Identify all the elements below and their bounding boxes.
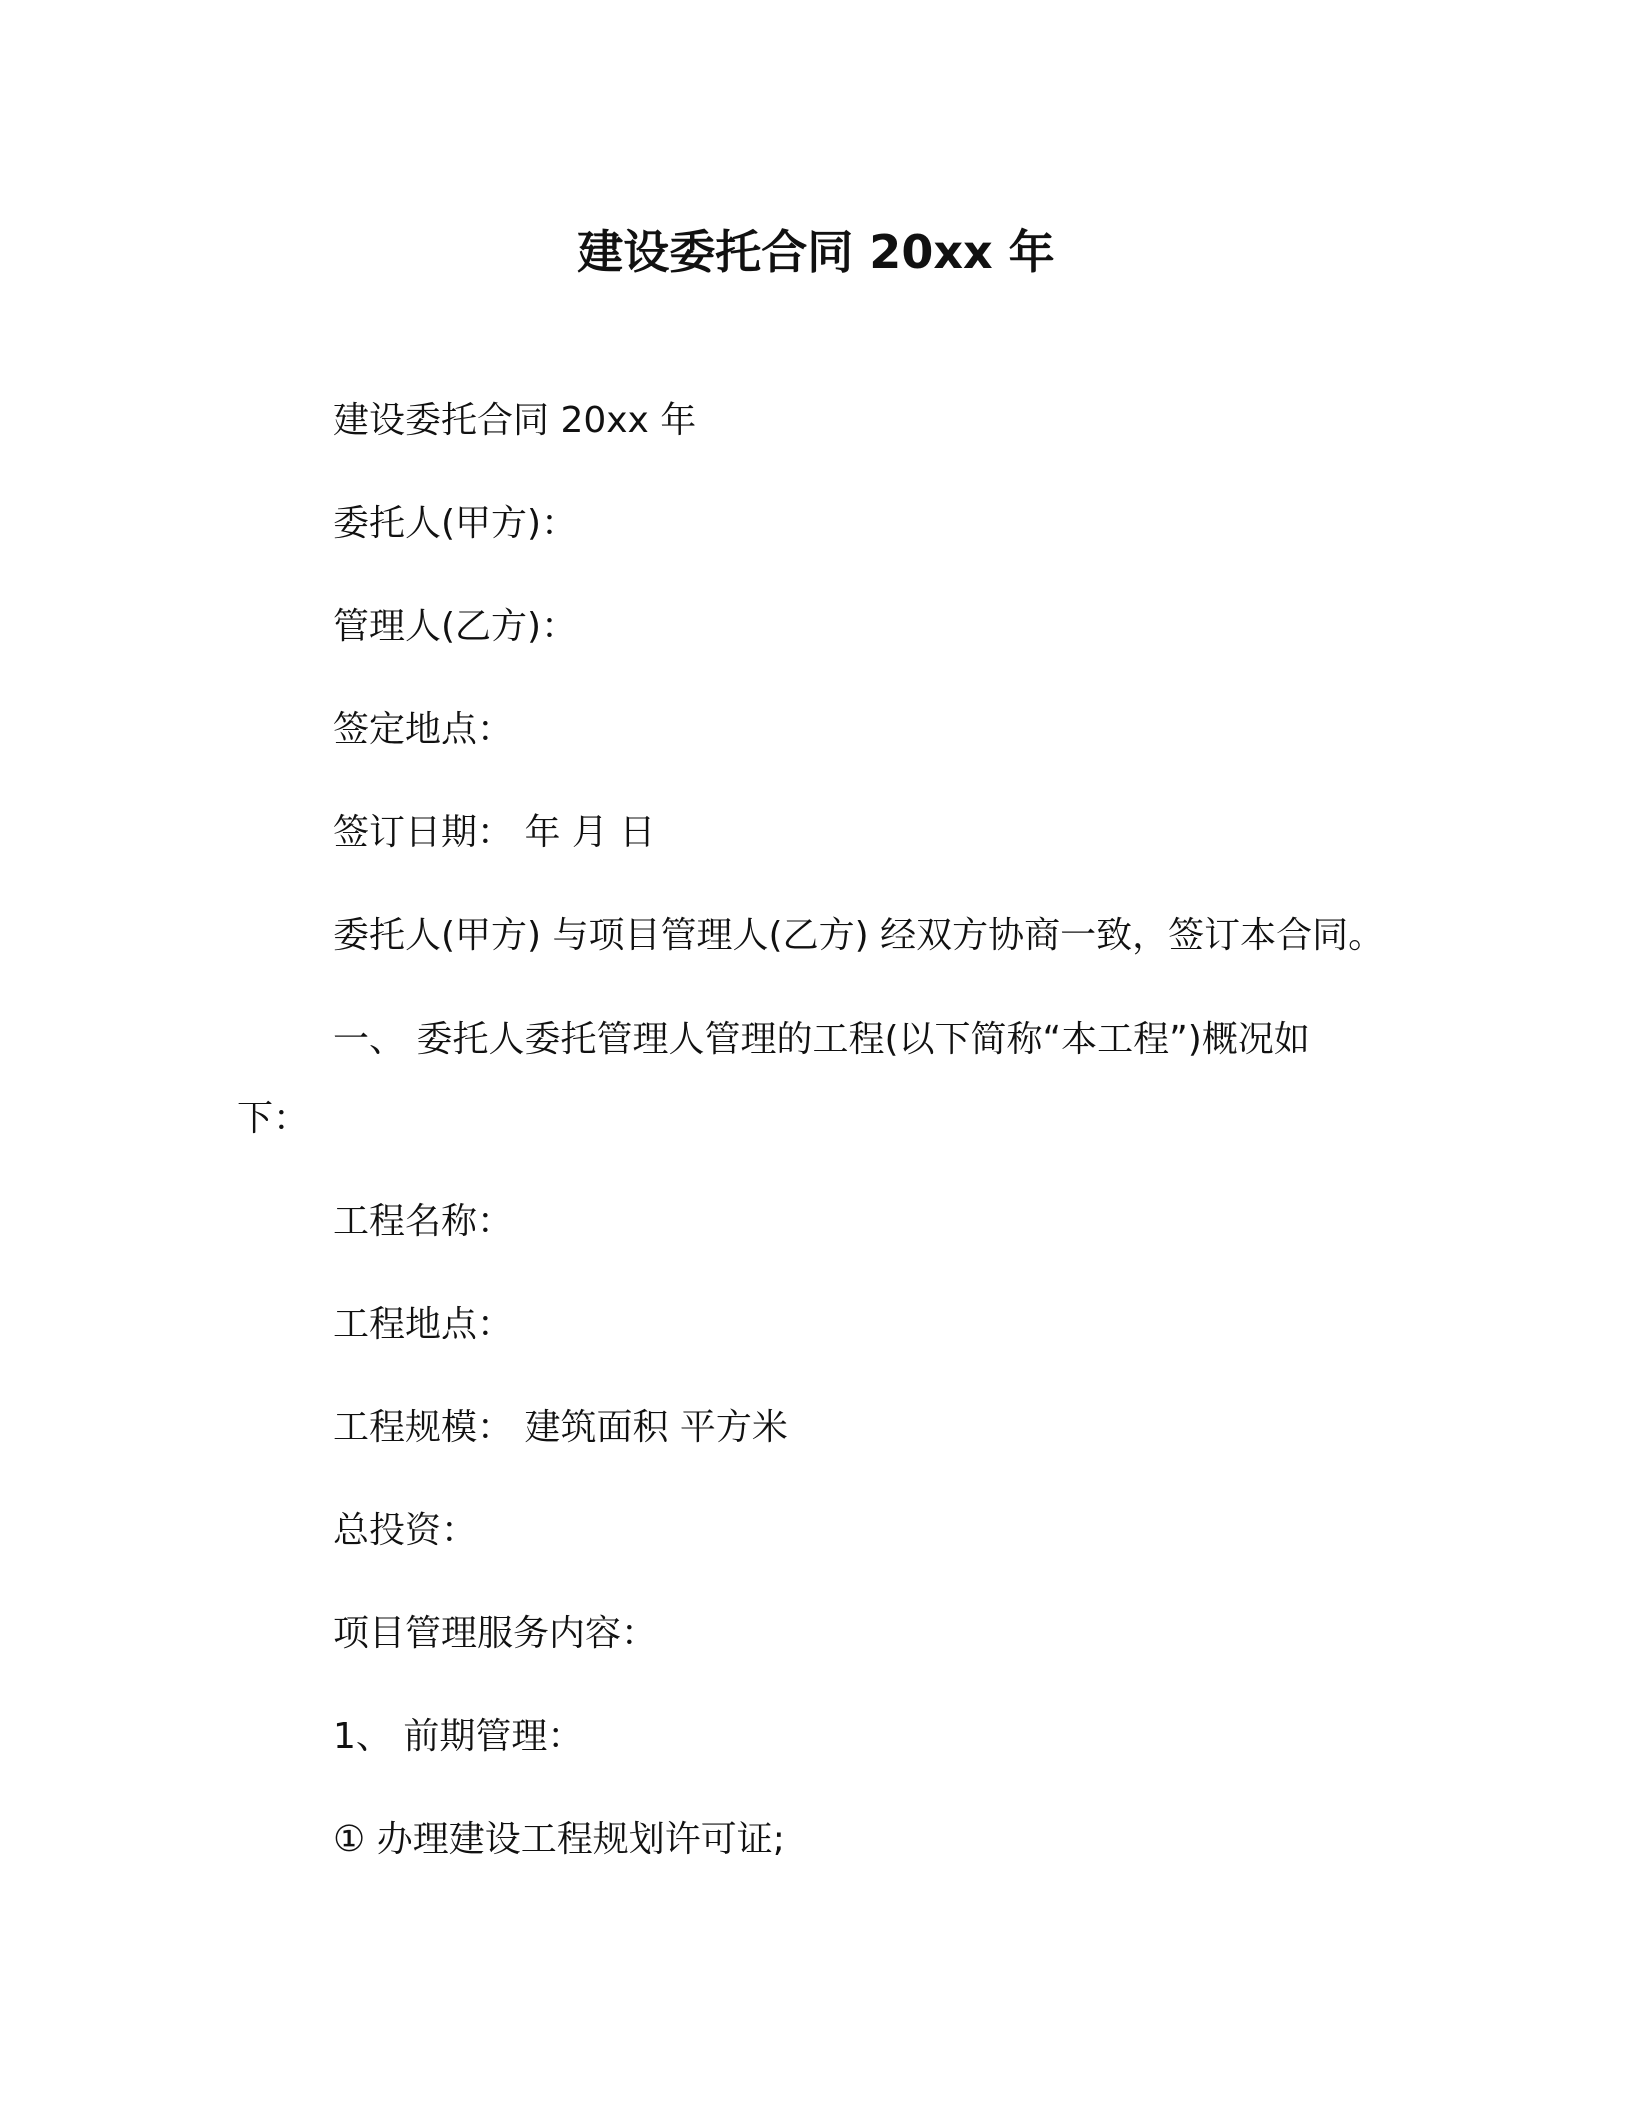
paragraph-total-investment: 总投资： <box>333 1510 478 1551</box>
paragraph-section-one-continuation: 下： <box>237 1098 310 1139</box>
paragraph-signing-place: 签定地点： <box>333 709 514 750</box>
paragraph-section-one: 一、 委托人委托管理人管理的工程(以下简称“本工程”)概况如 <box>333 1019 1310 1060</box>
paragraph-project-name: 工程名称： <box>333 1201 514 1242</box>
paragraph-signing-date: 签订日期： 年 月 日 <box>333 812 656 853</box>
paragraph-manager: 管理人(乙方)： <box>333 606 578 647</box>
document-title: 建设委托合同 20xx 年 <box>577 225 1055 279</box>
paragraph-planning-permit: ① 办理建设工程规划许可证; <box>333 1819 785 1860</box>
paragraph-project-location: 工程地点： <box>333 1304 514 1345</box>
paragraph-service-content: 项目管理服务内容： <box>333 1613 658 1654</box>
paragraph-project-scale: 工程规模： 建筑面积 平方米 <box>333 1407 788 1448</box>
paragraph-preliminary-management: 1、 前期管理： <box>333 1716 584 1757</box>
paragraph-agreement: 委托人(甲方) 与项目管理人(乙方) 经双方协商一致，签订本合同。 <box>333 915 1385 956</box>
paragraph-subtitle: 建设委托合同 20xx 年 <box>333 400 697 441</box>
paragraph-client: 委托人(甲方)： <box>333 503 578 544</box>
